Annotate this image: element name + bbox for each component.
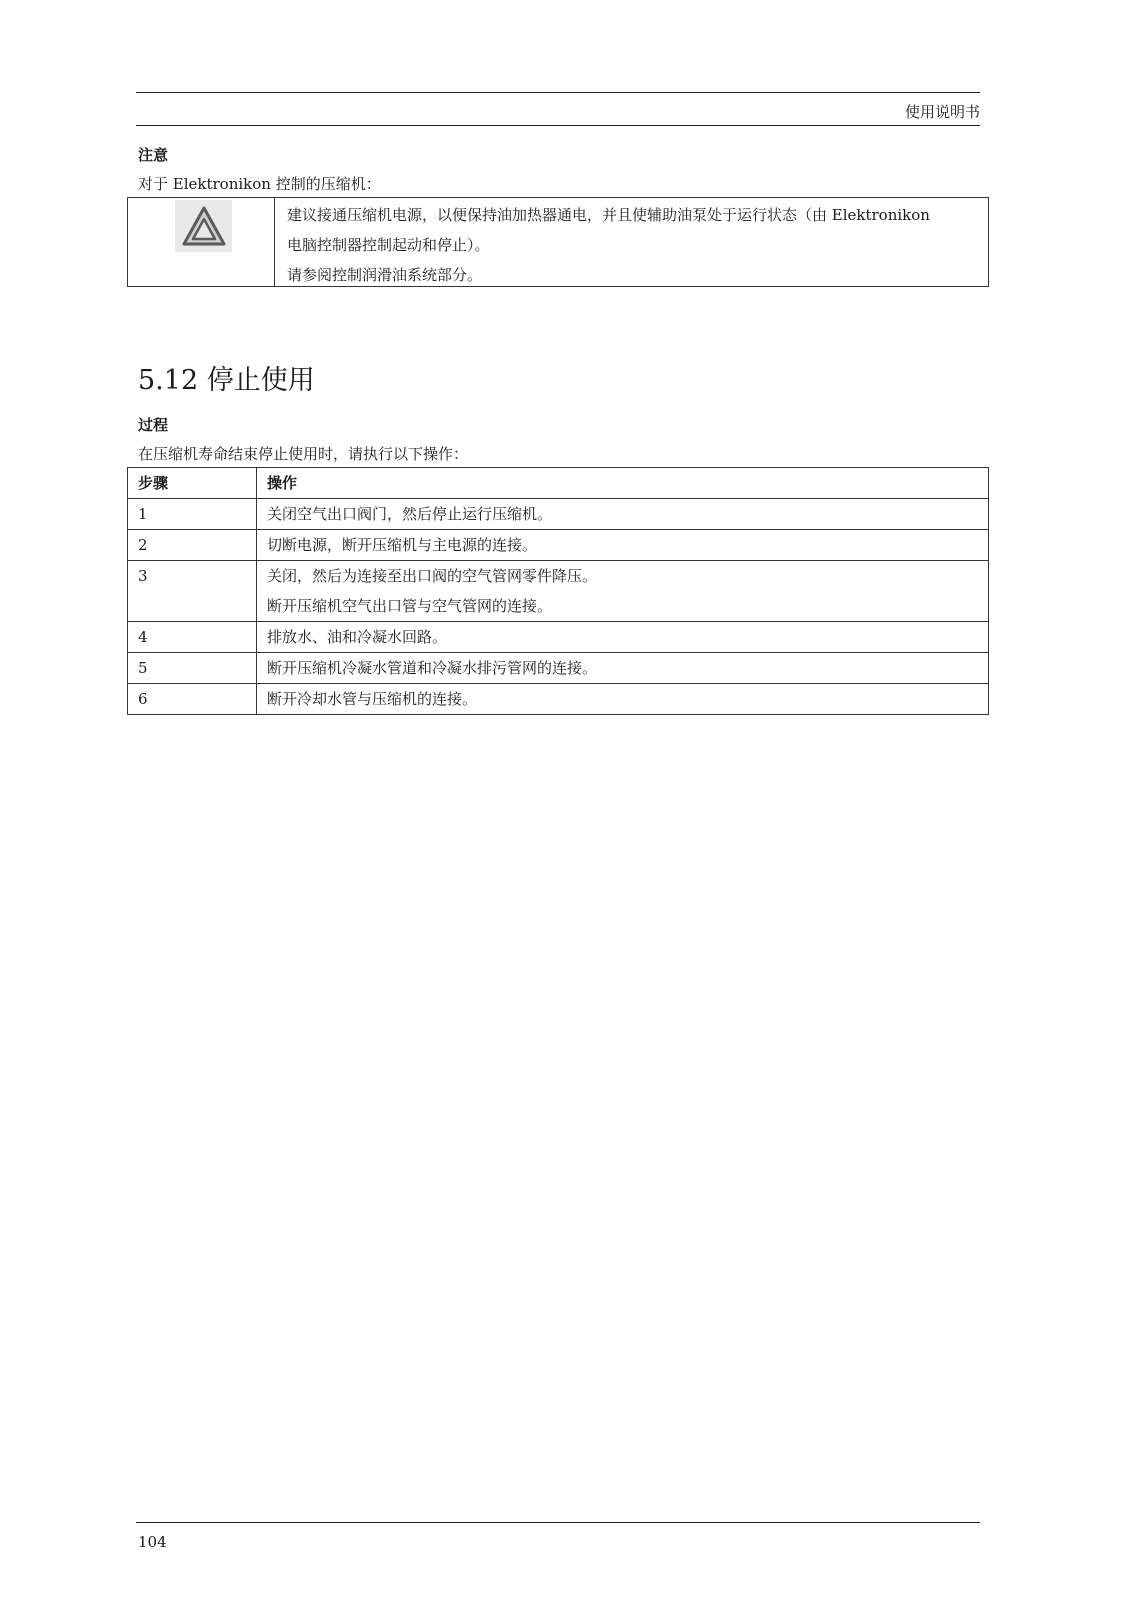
procedure-title: 过程 xyxy=(138,416,169,434)
step-action-line: 断开压缩机空气出口管与空气管网的连接。 xyxy=(267,597,553,615)
steps-table xyxy=(127,467,989,715)
section-heading: 5.12 停止使用 xyxy=(138,365,315,396)
column-header-action: 操作 xyxy=(257,468,989,499)
table-row xyxy=(128,561,989,622)
note-line: 请参阅控制润滑油系统部分。 xyxy=(287,266,483,284)
step-number: 3 xyxy=(128,561,257,622)
table-row xyxy=(128,499,989,530)
note-icon-cell xyxy=(128,198,275,286)
step-action: 切断电源，断开压缩机与主电源的连接。 xyxy=(257,530,989,561)
header-rule-top xyxy=(136,92,980,93)
column-header-step: 步骤 xyxy=(128,468,257,499)
step-number: 2 xyxy=(128,530,257,561)
note-line: 建议接通压缩机电源，以便保持油加热器通电，并且使辅助油泵处于运行状态（由 Elektronikon xyxy=(287,206,930,224)
warning-triangle-icon xyxy=(175,200,232,252)
note-text-cell xyxy=(275,198,988,286)
note-table xyxy=(127,197,989,287)
table-row xyxy=(128,622,989,653)
footer-rule xyxy=(136,1522,980,1523)
step-number: 5 xyxy=(128,653,257,684)
step-action xyxy=(257,561,989,622)
table-row xyxy=(128,653,989,684)
step-action: 关闭空气出口阀门，然后停止运行压缩机。 xyxy=(257,499,989,530)
step-action-line: 关闭，然后为连接至出口阀的空气管网零件降压。 xyxy=(267,567,598,585)
note-line: 电脑控制器控制起动和停止）。 xyxy=(287,236,490,254)
note-intro: 对于 Elektronikon 控制的压缩机： xyxy=(138,175,381,193)
note-title: 注意 xyxy=(138,146,169,164)
header-rule-bottom xyxy=(136,125,980,126)
table-row xyxy=(128,684,989,715)
step-action: 断开压缩机冷凝水管道和冷凝水排污管网的连接。 xyxy=(257,653,989,684)
table-row xyxy=(128,530,989,561)
running-header: 使用说明书 xyxy=(904,103,980,121)
page-number: 104 xyxy=(138,1533,167,1551)
procedure-intro: 在压缩机寿命结束停止使用时，请执行以下操作： xyxy=(138,445,469,463)
step-number: 4 xyxy=(128,622,257,653)
table-header-row xyxy=(128,468,989,499)
step-number: 6 xyxy=(128,684,257,715)
step-action: 断开冷却水管与压缩机的连接。 xyxy=(257,684,989,715)
step-number: 1 xyxy=(128,499,257,530)
step-action: 排放水、油和冷凝水回路。 xyxy=(257,622,989,653)
